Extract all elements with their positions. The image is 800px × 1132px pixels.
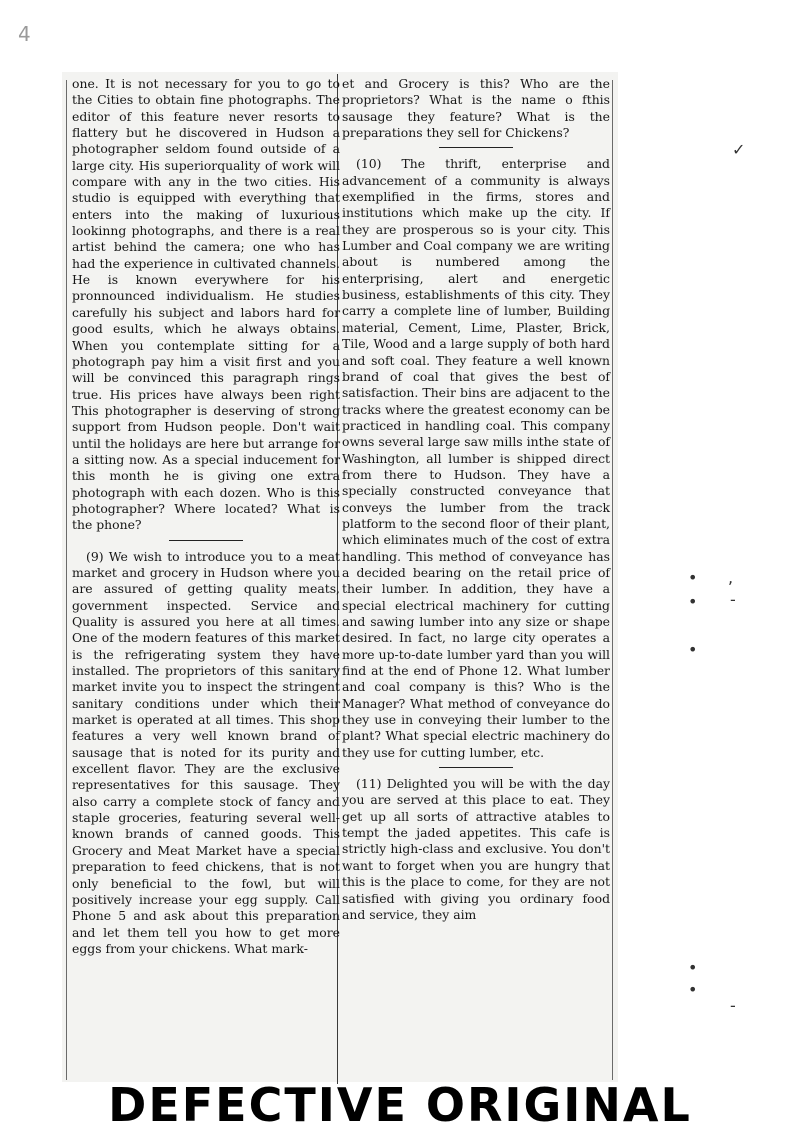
scan-speck: • <box>688 980 698 999</box>
scan-speck: • <box>688 640 698 659</box>
section-separator <box>439 147 513 148</box>
meat-market-paragraph: (9) We wish to introduce you to a meat market and grocery in Hudson where you are assured of getting quality meats, government inspected. Service and Quality is assured you here at all times. One of the modern features of this market is the refrigerating system they have installed. The proprietors of this sanitary market invite you to inspect the stringent sanitary conditions under which their market is operated at all times. This shop features a very well known brand of sausage that is noted for its purity and excellent flavor. They are the exclusive representatives for this sausage. They also carry a complete stock of fancy and staple groceries, featuring several well-known brands of canned goods. This Grocery and Meat Market have a special preparation to feed chickens, that is not only beneficial to the fowl, but will positively increase your egg supply. Call Phone 5 and ask about this preparation and let them tell you how to get more eggs from your chickens. What mark- <box>72 548 340 956</box>
defective-original-banner: DEFECTIVE ORIGINAL <box>108 1078 692 1132</box>
section-separator <box>439 767 513 768</box>
meat-market-questions-paragraph: et and Grocery is this? Who are the proprietors? What is the name o fthis sausage they feature? What is the preparations they sell for Chickens? <box>342 76 610 141</box>
photographer-paragraph: one. It is not necessary for you to go to the Cities to obtain fine photographs. The editor of this feature never resorts to flattery but he discovered in Hudson a photographer seldom found outside of a large city. His superiorquality of work will compare with any in the two cities. His studio is equipped with everything that enters into the making of luxurious lookinng photographs, and there is a real artist behind the camera; one who has had the experience in cultivated channels. He is known everywhere for his pronnounced individualism. He studies carefully his subject and labors hard for good esults, which he always obtains. When you contemplate sitting for a photograph pay him a visit first and you will be convinced this paragraph rings true. His prices have always been right This photographer is deserving of strong support from Hudson people. Don't wait until the holidays are here but arrange for a sitting now. As a special inducement for this month he is giving one extra photograph with each dozen. Who is this photographer? Where located? What is the phone? <box>72 76 340 533</box>
right-edge-rule <box>612 80 613 1080</box>
scan-speck: ✓ <box>732 140 746 159</box>
scan-speck: • <box>688 568 698 587</box>
left-column <box>72 76 340 963</box>
scan-speck: , <box>728 568 734 587</box>
cafe-paragraph: (11) Delighted you will be with the day you are served at this place to eat. They get up all sorts of attractive atables to tempt the jaded appetites. This cafe is strictly high-class and exclusive. You don't want to forget when you are hungry that this is the place to come, for they are not satisfied with giving you ordinary food and service, they aim <box>342 776 610 922</box>
scan-speck: • <box>688 592 698 611</box>
page-mark: 4 <box>18 22 31 46</box>
scan-speck: - <box>730 996 736 1015</box>
scan-speck: - <box>730 590 736 609</box>
lumber-company-paragraph: (10) The thrift, enterprise and advancement of a community is always exemplified in the firms, stores and institutions which make up the city. If they are prosperous so is your city. This Lumber and Coal company we are writing about is numbered among the enterprising, alert and energetic business, establishments of this city. They carry a complete line of lumber, Building material, Cement, Lime, Plaster, Brick, Tile, Wood and a large supply of both hard and soft coal. They feature a well known brand of coal that gives the best of satisfaction. Their bins are adjacent to the tracks where the greatest economy can be practiced in handling coal. This company owns several large saw mills inthe state of Washington, all lumber is shipped direct from there to Hudson. They have a specially constructed conveyance that conveys the lumber from the track platform to the second floor of their plant, which eliminates much of the cost of extra handling. This method of conveyance has a decided bearing on the retail price of their lumber. In addition, they have a special electrical machinery for cutting and sawing lumber into any size or shape desired. In fact, no large city operates a more up-to-date lumber yard than you will find at the end of Phone 12. What lumber and coal company is this? Who is the Manager? What method of conveyance do they use in conveying their lumber to the plant? What special electric machinery do they use for cutting lumber, etc. <box>342 156 610 760</box>
left-edge-rule <box>66 80 67 1080</box>
right-column <box>342 76 610 929</box>
scan-speck: • <box>688 958 698 977</box>
section-separator <box>169 540 243 541</box>
